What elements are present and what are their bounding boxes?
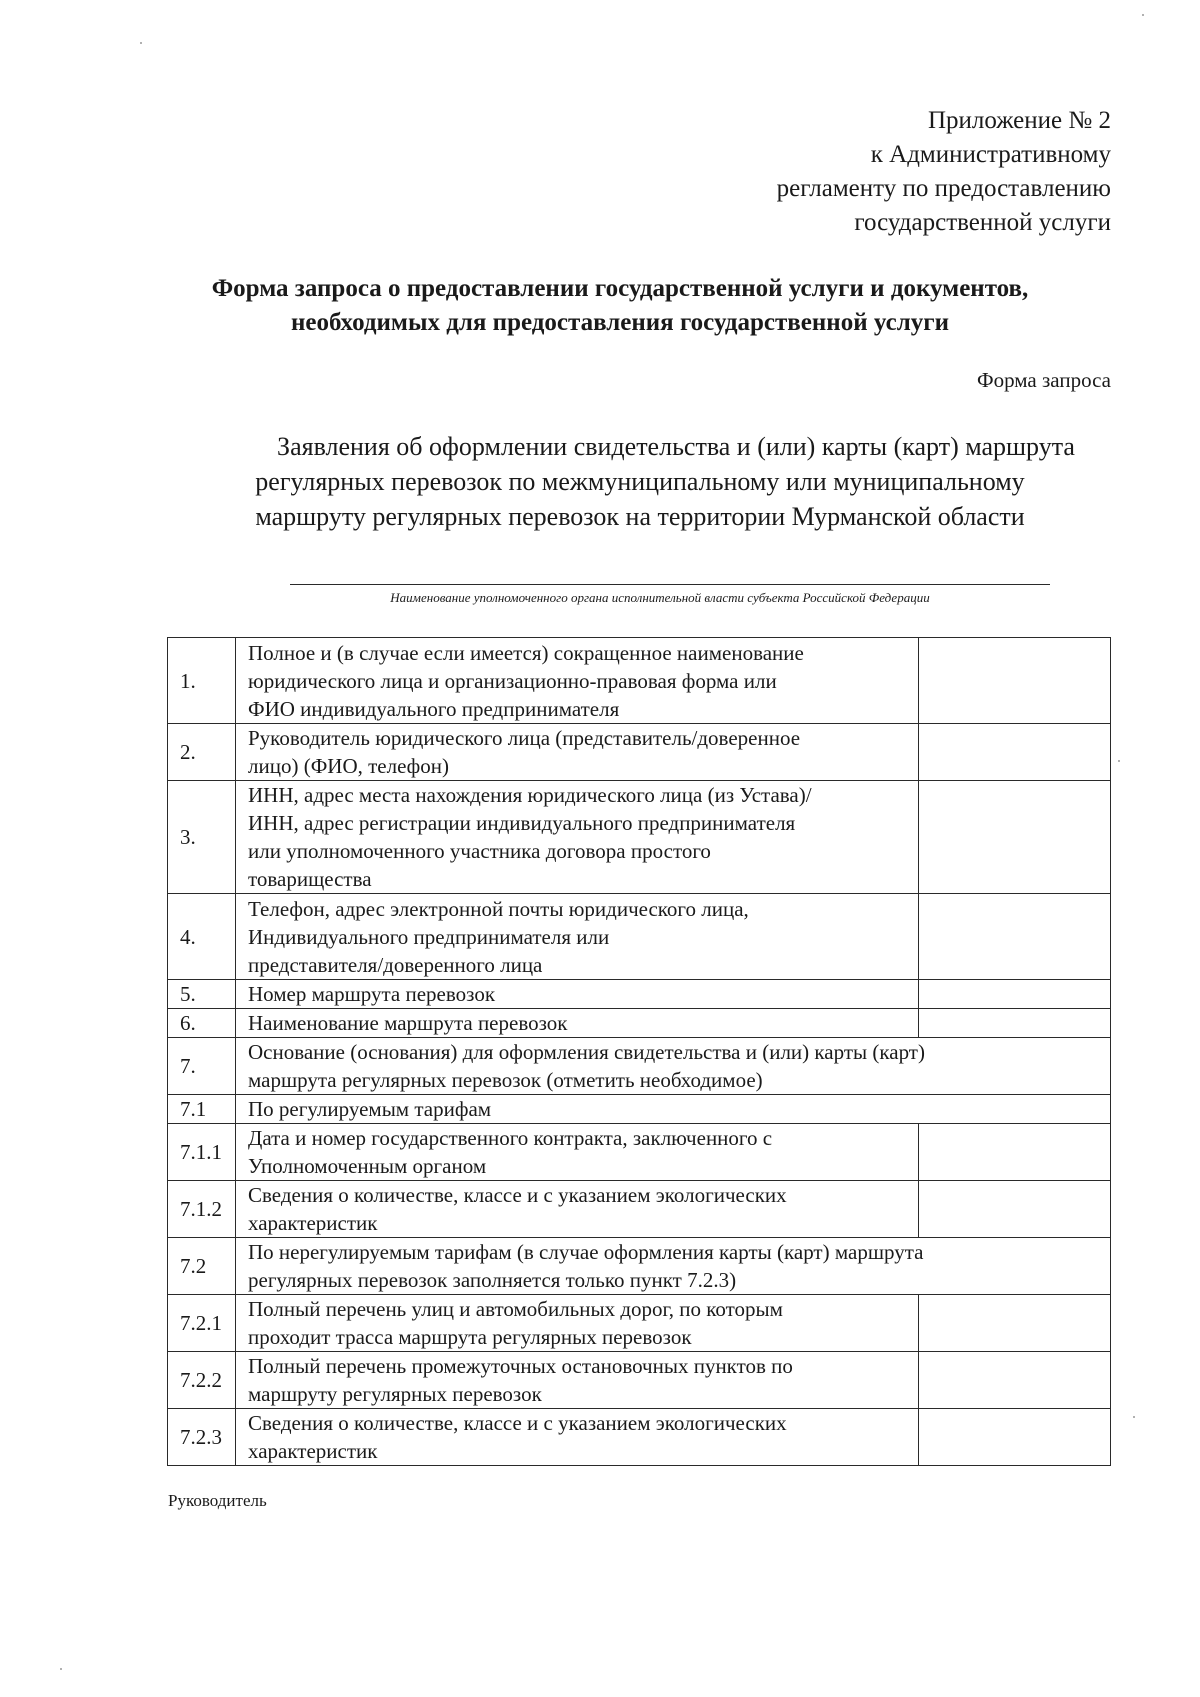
table-row bbox=[168, 1181, 1111, 1238]
table-row bbox=[168, 894, 1111, 980]
form-title-line: необходимых для предоставления государственной услуги bbox=[291, 309, 949, 336]
row-description-line: маршруту регулярных перевозок bbox=[248, 1382, 542, 1406]
row-number: 7.1 bbox=[168, 1095, 236, 1124]
authority-caption: Наименование уполномоченного органа исполнительной власти субъекта Российской Федерации bbox=[390, 590, 930, 605]
row-description bbox=[236, 894, 919, 980]
table-row bbox=[168, 1295, 1111, 1352]
row-description bbox=[236, 1352, 919, 1409]
row-description-line: характеристик bbox=[248, 1439, 378, 1463]
row-description bbox=[236, 980, 919, 1009]
form-title bbox=[120, 272, 1120, 340]
row-description bbox=[236, 1409, 919, 1466]
appendix-line: к Административному bbox=[870, 141, 1111, 168]
row-description-line: или уполномоченного участника договора простого bbox=[248, 839, 711, 863]
statement-line: регулярных перевозок по межмуниципальному или муниципальному bbox=[255, 467, 1025, 496]
row-description bbox=[236, 1238, 1111, 1295]
table-row bbox=[168, 724, 1111, 781]
row-number: 7.2 bbox=[168, 1238, 236, 1295]
row-description-line: Сведения о количестве, классе и с указанием экологических bbox=[248, 1411, 787, 1435]
row-description-line: проходит трасса маршрута регулярных перевозок bbox=[248, 1325, 692, 1349]
row-description-line: Полный перечень улиц и автомобильных дорог, по которым bbox=[248, 1297, 783, 1321]
row-number: 7.2.2 bbox=[168, 1352, 236, 1409]
row-number: 7. bbox=[168, 1038, 236, 1095]
row-value-field[interactable] bbox=[919, 980, 1111, 1009]
row-description-line: Наименование маршрута перевозок bbox=[248, 1011, 568, 1035]
row-description-line: лицо) (ФИО, телефон) bbox=[248, 754, 450, 778]
row-description-line: Телефон, адрес электронной почты юридического лица, bbox=[248, 896, 749, 921]
scan-speck bbox=[60, 1668, 62, 1670]
row-description-line: Руководитель юридического лица (представитель/доверенное bbox=[248, 726, 801, 750]
row-number: 7.2.3 bbox=[168, 1409, 236, 1466]
scan-speck bbox=[1142, 14, 1144, 16]
row-description bbox=[236, 1295, 919, 1352]
row-value-field[interactable] bbox=[919, 894, 1111, 980]
row-description-line: юридического лица и организационно-правовая форма или bbox=[248, 668, 777, 693]
request-form-table bbox=[167, 637, 1111, 1466]
row-description-line: ИНН, адрес места нахождения юридического лица (из Устава)/ bbox=[248, 783, 812, 807]
row-number: 7.1.1 bbox=[168, 1124, 236, 1181]
row-number: 3. bbox=[168, 781, 236, 894]
row-description bbox=[236, 1095, 1111, 1124]
table-row bbox=[168, 1095, 1111, 1124]
row-number: 4. bbox=[168, 894, 236, 980]
table-row bbox=[168, 980, 1111, 1009]
signature-label: Руководитель bbox=[168, 1491, 267, 1510]
row-description-line: Полное и (в случае если имеется) сокращенное наименование bbox=[248, 640, 804, 665]
row-description-line: Полный перечень промежуточных остановочных пунктов по bbox=[248, 1354, 793, 1378]
row-description bbox=[236, 724, 919, 781]
table-row bbox=[168, 1352, 1111, 1409]
form-type-label: Форма запроса bbox=[977, 368, 1111, 392]
row-number: 7.1.2 bbox=[168, 1181, 236, 1238]
table-row bbox=[168, 781, 1111, 894]
table-row bbox=[168, 1009, 1111, 1038]
appendix-line: Приложение № 2 bbox=[927, 107, 1111, 134]
row-value-field[interactable] bbox=[919, 1352, 1111, 1409]
appendix-line: государственной услуги bbox=[854, 209, 1111, 236]
row-description-line: маршрута регулярных перевозок (отметить необходимое) bbox=[248, 1068, 763, 1092]
appendix-header bbox=[777, 104, 1111, 240]
scan-speck bbox=[1133, 1416, 1135, 1418]
row-description-line: Уполномоченным органом bbox=[248, 1154, 487, 1178]
row-number: 5. bbox=[168, 980, 236, 1009]
row-description-line: Дата и номер государственного контракта, заключенного с bbox=[248, 1126, 773, 1150]
row-description bbox=[236, 1181, 919, 1238]
row-value-field[interactable] bbox=[919, 1124, 1111, 1181]
row-description-line: ФИО индивидуального предпринимателя bbox=[248, 696, 620, 721]
row-description-line: регулярных перевозок заполняется только пункт 7.2.3) bbox=[248, 1268, 737, 1292]
row-description-line: Сведения о количестве, классе и с указанием экологических bbox=[248, 1183, 787, 1207]
row-value-field[interactable] bbox=[919, 1295, 1111, 1352]
row-description bbox=[236, 1124, 919, 1181]
table-row bbox=[168, 638, 1111, 724]
row-number: 7.2.1 bbox=[168, 1295, 236, 1352]
row-description-line: ИНН, адрес регистрации индивидуального предпринимателя bbox=[248, 811, 796, 835]
form-title-line: Форма запроса о предоставлении государственной услуги и документов, bbox=[211, 275, 1029, 302]
appendix-line: регламенту по предоставлению bbox=[776, 175, 1111, 202]
row-description bbox=[236, 1038, 1111, 1095]
table-row bbox=[168, 1124, 1111, 1181]
row-value-field[interactable] bbox=[919, 1409, 1111, 1466]
row-value-field[interactable] bbox=[919, 781, 1111, 894]
row-value-field[interactable] bbox=[919, 1181, 1111, 1238]
row-number: 2. bbox=[168, 724, 236, 781]
row-description-line: По регулируемым тарифам bbox=[248, 1097, 492, 1121]
row-description-line: Номер маршрута перевозок bbox=[248, 982, 496, 1006]
table-row bbox=[168, 1038, 1111, 1095]
row-description-line: По нерегулируемым тарифам (в случае оформления карты (карт) маршрута bbox=[248, 1240, 924, 1264]
row-description-line: представителя/доверенного лица bbox=[248, 952, 543, 977]
row-value-field[interactable] bbox=[919, 638, 1111, 724]
row-number: 1. bbox=[168, 638, 236, 724]
scan-speck bbox=[1118, 760, 1120, 762]
row-number: 6. bbox=[168, 1009, 236, 1038]
row-description-line: товарищества bbox=[248, 867, 372, 891]
table-row bbox=[168, 1409, 1111, 1466]
row-description bbox=[236, 638, 919, 724]
statement-title bbox=[160, 429, 1120, 534]
statement-line: Заявления об оформлении свидетельства и (или) карты (карт) маршрута bbox=[277, 432, 1075, 461]
row-value-field[interactable] bbox=[919, 1009, 1111, 1038]
row-description-line: Индивидуального предпринимателя или bbox=[248, 924, 610, 949]
table-row bbox=[168, 1238, 1111, 1295]
row-description-line: характеристик bbox=[248, 1211, 378, 1235]
statement-line: маршруту регулярных перевозок на территории Мурманской области bbox=[255, 502, 1025, 531]
scan-speck bbox=[140, 42, 142, 44]
row-description bbox=[236, 1009, 919, 1038]
row-value-field[interactable] bbox=[919, 724, 1111, 781]
authority-name-field[interactable] bbox=[290, 584, 1050, 585]
row-description-line: Основание (основания) для оформления свидетельства и (или) карты (карт) bbox=[248, 1040, 925, 1064]
row-description bbox=[236, 781, 919, 894]
